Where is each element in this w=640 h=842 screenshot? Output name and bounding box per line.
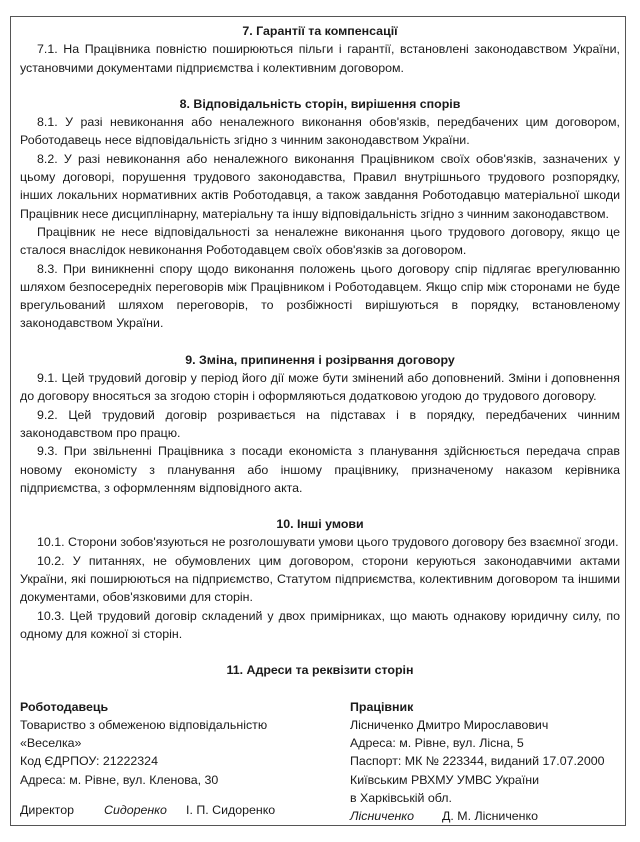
section-7-title: 7. Гарантії та компенсації [242,24,398,38]
section-8-title: 8. Відповідальність сторін, вирішення спорів [179,96,461,111]
employer-handwritten-signature: Сидоренко [104,802,167,817]
paragraph-9-1: 9.1. Цей трудовий договір у період його дії може бути змінений або доповнений. Зміни і доповнення до договору вносяться за згодою сторін і оформляються додатковою угодою до трудового договору. [20,371,620,404]
employer-signature-role: Директор [20,802,74,817]
employer-details [20,698,330,826]
employer-line: «Веселка» [20,736,82,751]
employee-details [350,698,620,826]
section-10-title: 10. Інші умови [276,517,364,532]
paragraph-8-2: 8.2. У разі невиконання або неналежного виконання Працівником своїх обов'язків, зазначених у цьому договорі, порушення трудового законодавства, Правил внутрішнього трудового розпорядку, інших локальних нормативних актів Роботодавця, а також завдання Роботодавцю матеріальної шкоди Працівник несе дисциплінарну, матеріальну та іншу відповідальність згідно з чинним законодавством. [20,151,620,221]
employer-signature [20,801,330,819]
contract-page [20,22,620,826]
paragraph-7-1: 7.1. На Працівника повністю поширюються пільги і гарантії, встановлені законодавством України, установчими документами підприємства і колективним договором. [20,42,620,75]
employee-line: Паспорт: МК № 223344, виданий 17.07.2000 [350,754,605,769]
paragraph-8-3: 8.3. При виникненні спору щодо виконання положень цього договору спір підлягає врегулюванню шляхом безпосередніх переговорів між Працівником і Роботодавцем. Якщо спір між сторонами не буде врегульований шляхом переговорів, то розбіжності вирішуються в порядку, встановленому законодавством України. [20,261,620,331]
employer-signature-name: І. П. Сидоренко [186,802,276,817]
employee-heading: Працівник [350,699,414,714]
employee-line: Адреса: м. Рівне, вул. Лісна, 5 [350,736,524,751]
employer-line: Товариство з обмеженою відповідальністю [20,717,268,732]
paragraph-8-2-note: Працівник не несе відповідальності за неналежне виконання цього трудового договору, якщо це сталося внаслідок невиконання Роботодавцем своїх обов'язків за договором. [20,224,620,258]
paragraph-10-2: 10.2. У питаннях, не обумовлених цим договором, сторони керуються законодавчими актами України, які поширюються на підприємство, Статутом підприємства, колективним договором та іншими документами, обов'язковими для сторін. [20,553,620,605]
parties-details [20,698,620,826]
section-9-title: 9. Зміна, припинення і розірвання договору [185,352,455,367]
employee-signature-name: Д. М. Лісниченко [442,809,538,824]
paragraph-10-3: 10.3. Цей трудовий договір складений у двох примірниках, що мають однакову юридичну силу, по одному для кожної зі сторін. [20,608,620,641]
paragraph-9-2: 9.2. Цей трудовий договір розривається на підставах і в порядку, передбачених чинним законодавством про працю. [20,407,620,440]
employee-handwritten-signature: Лісниченко [350,809,415,824]
employer-heading: Роботодавець [20,699,109,714]
employee-signature [350,807,620,825]
section-11-title: 11. Адреси та реквізити сторін [226,663,414,678]
employee-line: Київським РВХМУ УМВС України [350,772,540,787]
employer-line: Код ЄДРПОУ: 21222324 [20,754,158,769]
employee-line: Лісниченко Дмитро Мирославович [350,717,549,732]
employee-line: в Харківській обл. [350,790,452,805]
paragraph-9-3: 9.3. При звільненні Працівника з посади економіста з планування здійснюється передача справ новому економісту з планування або іншому працівнику, призначеному наказом керівника підприємства, з оформленням відповідного акта. [20,444,620,495]
paragraph-10-1: 10.1. Сторони зобов'язуються не розголошувати умови цього трудового договору без взаємної згоди. [37,535,619,550]
paragraph-8-1: 8.1. У разі невиконання або неналежного виконання обов'язків, передбачених цим договором, Роботодавець несе відповідальність згідно з чинним законодавством України. [20,115,620,148]
employer-line: Адреса: м. Рівне, вул. Кленова, 30 [20,772,219,787]
